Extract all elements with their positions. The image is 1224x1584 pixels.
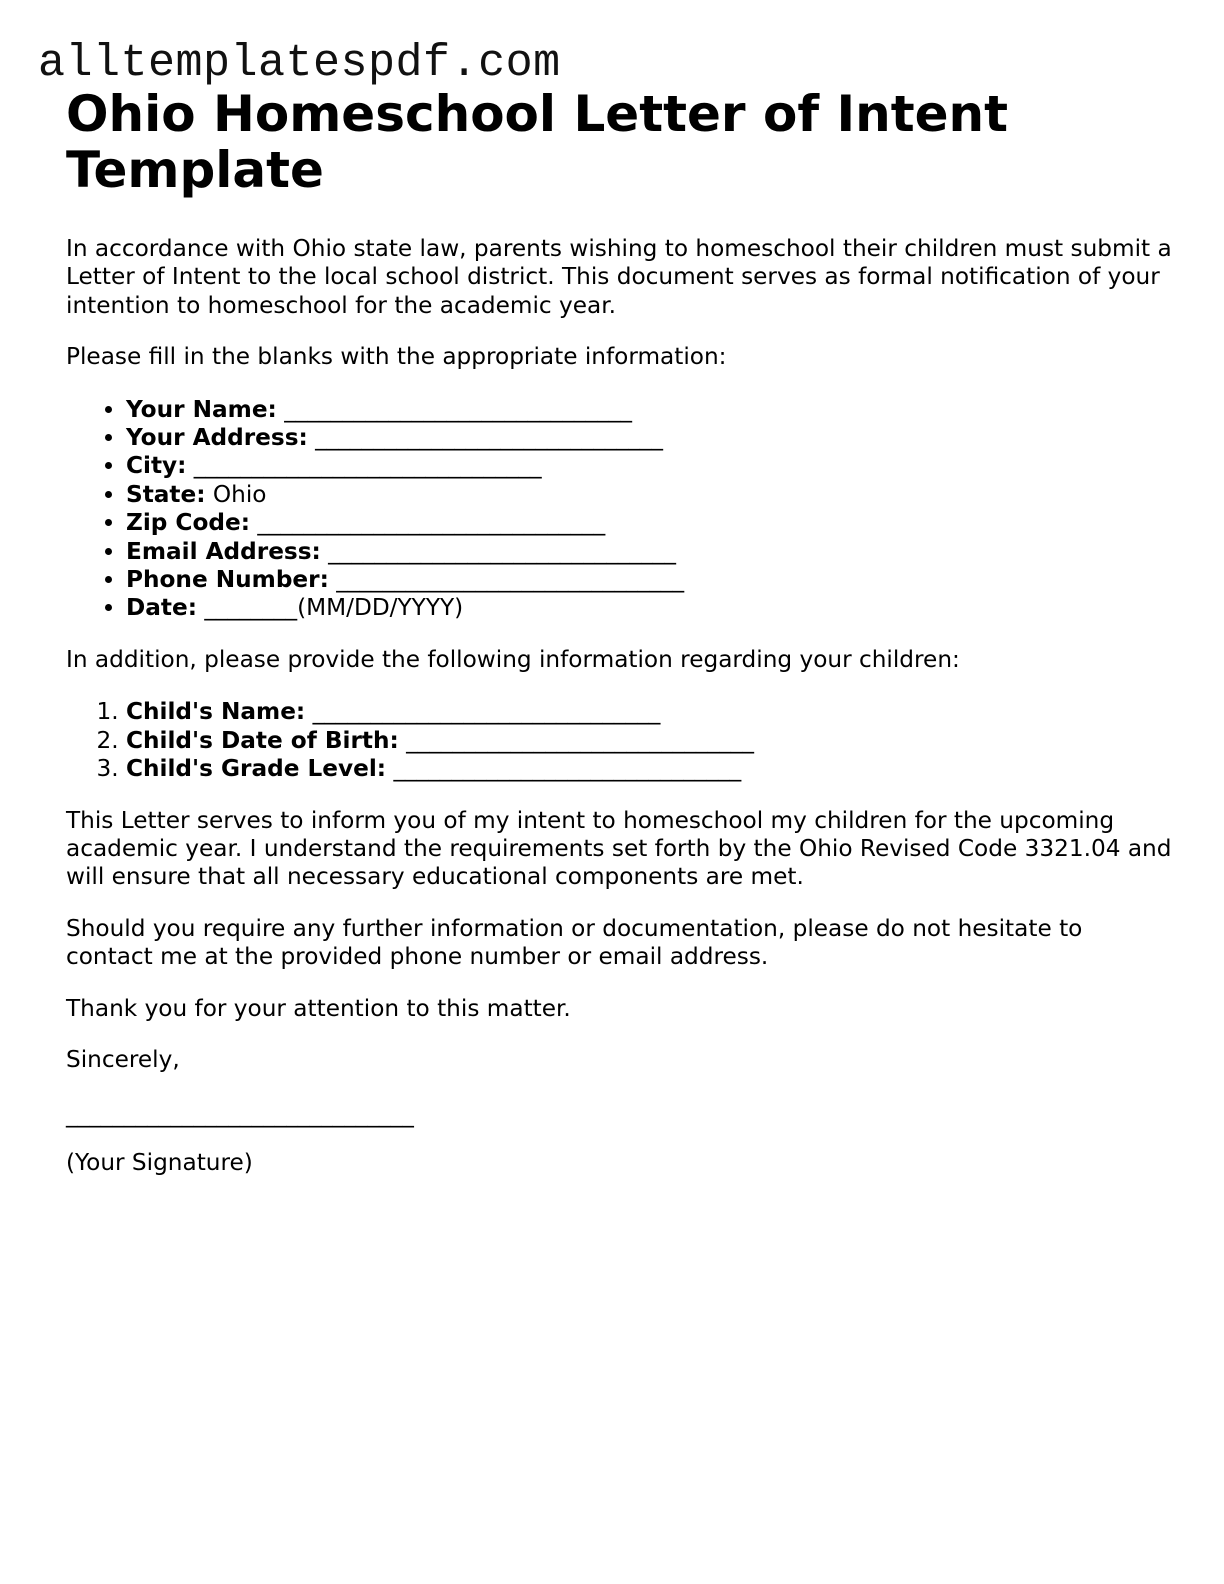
field-label: State: xyxy=(126,480,206,508)
field-blank: ______________________________ xyxy=(328,566,685,594)
parent-fields-list xyxy=(66,396,1176,623)
field-label: City: xyxy=(126,452,187,480)
children-prompt: In addition, please provide the following information regarding your children: xyxy=(66,645,960,673)
page-title: Ohio Homeschool Letter of Intent Template xyxy=(66,85,1009,199)
field-your-name xyxy=(126,396,1176,424)
letter-page xyxy=(66,86,1176,1177)
intent-paragraph: This Letter serves to inform you of my intent to homeschool my children for the upcoming academic year. I understand the requirements set forth by the Ohio Revised Code 3321.04 and will ensure that all necessary educational components are met. xyxy=(66,806,1172,891)
field-email-address xyxy=(126,538,1176,566)
field-label: Zip Code: xyxy=(126,509,250,537)
field-date xyxy=(126,594,1176,622)
field-state xyxy=(126,481,1176,509)
field-blank: ________(MM/DD/YYYY) xyxy=(196,594,464,622)
children-fields-list xyxy=(66,698,1176,783)
field-blank: ______________________________ xyxy=(186,452,542,480)
field-label: Your Address: xyxy=(126,424,308,452)
thanks-line: Thank you for your attention to this matter. xyxy=(66,994,571,1022)
field-label: Child's Name: xyxy=(126,698,306,726)
field-label: Phone Number: xyxy=(126,566,329,594)
watermark-text: alltemplatespdf.com xyxy=(38,38,561,89)
intro-paragraph: In accordance with Ohio state law, parents wishing to homeschool their children must submit a Letter of Intent to the local school district. This document serves as formal notification of your intention to homeschool for the academic year. xyxy=(66,235,1172,319)
field-label: Date: xyxy=(126,594,197,622)
field-value: Ohio xyxy=(205,480,267,508)
field-label: Email Address: xyxy=(126,537,321,565)
signature-line: ______________________________ xyxy=(66,1101,414,1129)
field-label: Child's Grade Level: xyxy=(126,755,387,783)
field-blank: ______________________________ xyxy=(398,726,754,754)
field-blank: ______________________________ xyxy=(249,509,606,537)
field-blank: ______________________________ xyxy=(386,755,742,783)
field-blank: ______________________________ xyxy=(305,698,661,726)
field-label: Child's Date of Birth: xyxy=(126,726,399,754)
field-city xyxy=(126,452,1176,480)
field-blank: ______________________________ xyxy=(276,395,633,423)
sincerely-line: Sincerely, xyxy=(66,1045,180,1073)
field-phone-number xyxy=(126,566,1176,594)
field-blank: ______________________________ xyxy=(307,424,663,452)
contact-paragraph: Should you require any further information or documentation, please do not hesitate to contact me at the provided phone number or email address. xyxy=(66,914,1083,971)
fill-prompt: Please fill in the blanks with the appropriate information: xyxy=(66,343,727,371)
field-child-dob xyxy=(126,727,1176,755)
field-child-grade xyxy=(126,755,1176,783)
field-child-name xyxy=(126,698,1176,726)
signature-caption: (Your Signature) xyxy=(66,1148,253,1176)
field-your-address xyxy=(126,424,1176,452)
field-blank: ______________________________ xyxy=(320,537,676,565)
field-zip-code xyxy=(126,509,1176,537)
field-label: Your Name: xyxy=(126,395,277,423)
